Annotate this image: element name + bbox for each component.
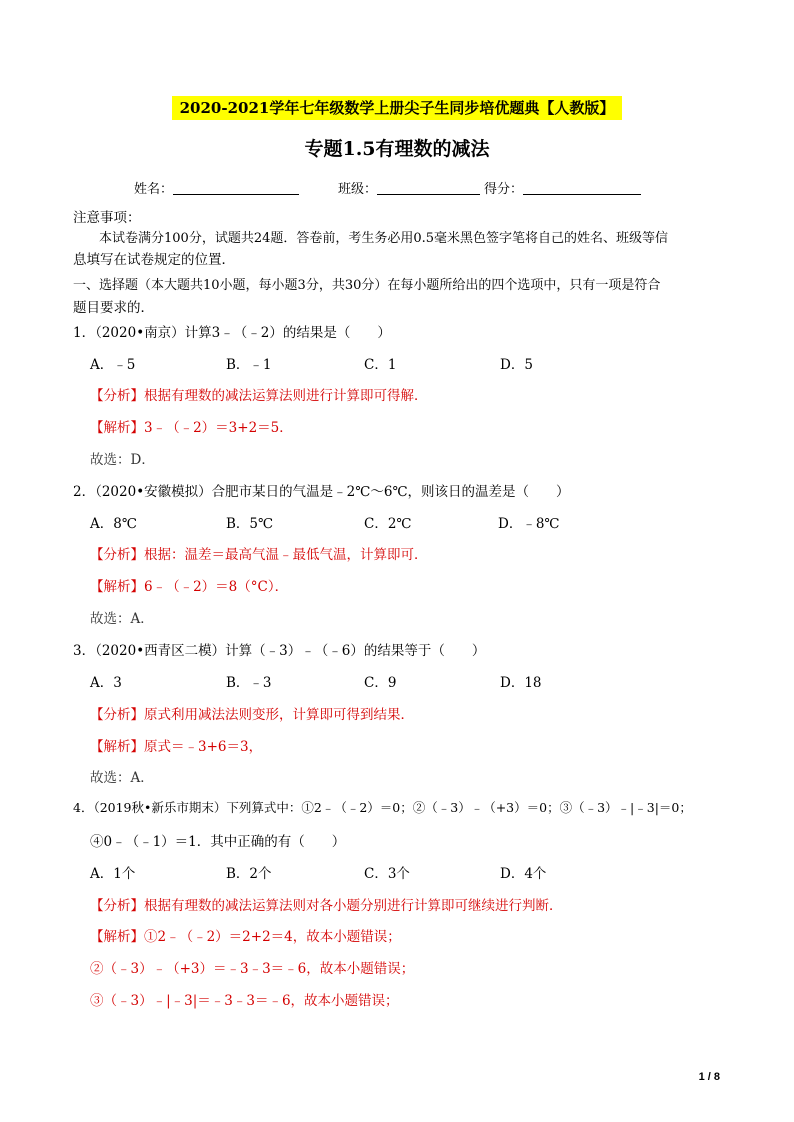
question-4-stem: 4．（2019秋•新乐市期末）下列算式中：①2﹣（﹣2）＝0；②（﹣3）﹣（+3）＝0；③（﹣3）﹣|﹣3|＝0； (73, 800, 692, 815)
question-2-solution: 【解析】6﹣（﹣2）＝8（°C）． (90, 579, 289, 595)
section-heading-line-1: 一、选择题（本大题共10小题，每小题3分，共30分）在每小题所给出的四个选项中，只有一项是符合 (73, 278, 661, 293)
question-4-stem-line-2: ④0﹣（﹣1）＝1．其中正确的有（ ） (90, 834, 346, 850)
question-3-solution: 【解析】原式＝﹣3+6＝3， (90, 739, 263, 755)
question-4-option-b[interactable]: B．2个 (226, 866, 272, 882)
question-4-solution-2: ②（﹣3）﹣（+3）＝﹣3﹣3＝﹣6，故本小题错误； (90, 961, 415, 977)
name-blank[interactable] (173, 181, 299, 195)
notes-heading: 注意事项： (73, 210, 141, 226)
student-info-row (0, 178, 794, 200)
question-2-analysis: 【分析】根据：温差＝最高气温﹣最低气温，计算即可． (90, 547, 428, 563)
question-4-analysis: 【分析】根据有理数的减法运算法则对各小题分别进行计算即可继续进行判断． (90, 898, 563, 914)
section-heading-line-2: 题目要求的． (73, 300, 154, 316)
name-field[interactable] (134, 178, 299, 197)
question-1-analysis: 【分析】根据有理数的减法运算法则进行计算即可得解． (90, 388, 428, 404)
question-2-answer: 故选：A． (90, 611, 154, 627)
question-3-stem: 3．（2020•西青区二模）计算（﹣3）﹣（﹣6）的结果等于（ ） (73, 643, 486, 659)
question-3-option-c[interactable]: C．9 (364, 675, 397, 691)
header-banner: 2020-2021学年七年级数学上册尖子生同步培优题典【人教版】 (172, 96, 622, 120)
class-blank[interactable] (377, 181, 480, 195)
question-4-option-d[interactable]: D．4个 (500, 866, 547, 882)
question-2-option-c[interactable]: C．2℃ (364, 516, 412, 532)
notes-line-2: 息填写在试卷规定的位置． (73, 252, 235, 268)
question-4-option-c[interactable]: C．3个 (364, 866, 410, 882)
page-number: 1 / 8 (698, 1071, 720, 1083)
question-3-analysis: 【分析】原式利用减法法则变形，计算即可得到结果． (90, 707, 414, 723)
question-3-option-a[interactable]: A．3 (90, 675, 122, 691)
class-label: 班级： (338, 182, 378, 197)
question-1-option-d[interactable]: D．5 (500, 357, 533, 373)
question-3-option-b[interactable]: B．﹣3 (226, 675, 272, 691)
question-1-answer: 故选：D． (90, 452, 155, 468)
question-1-option-c[interactable]: C．1 (364, 357, 397, 373)
score-field[interactable] (484, 178, 641, 197)
question-1-option-a[interactable]: A．﹣5 (90, 357, 136, 373)
score-label: 得分： (484, 182, 524, 197)
page-title: 专题1.5有理数的减法 (304, 138, 490, 160)
name-label: 姓名： (134, 182, 174, 197)
question-1-solution: 【解析】3﹣（﹣2）＝3+2＝5． (90, 420, 293, 436)
question-1-stem: 1．（2020•南京）计算3﹣（﹣2）的结果是（ ） (73, 325, 391, 341)
question-4-solution-3: ③（﹣3）﹣|﹣3|＝﹣3﹣3＝﹣6，故本小题错误； (90, 993, 399, 1009)
question-1-option-b[interactable]: B．﹣1 (226, 357, 272, 373)
notes-line-1: 本试卷满分100分，试题共24题．答卷前，考生务必用0.5毫米黑色签字笔将自己的姓名、班级等信 (99, 231, 669, 246)
question-2-option-a[interactable]: A．8℃ (90, 516, 137, 532)
question-2-option-b[interactable]: B．5℃ (226, 516, 274, 532)
question-2-option-d[interactable]: D．﹣8℃ (498, 516, 560, 532)
score-blank[interactable] (523, 181, 641, 195)
class-field[interactable] (338, 178, 480, 197)
question-2-stem: 2．（2020•安徽模拟）合肥市某日的气温是﹣2℃～6℃，则该日的温差是（ ） (73, 484, 570, 500)
question-4-option-a[interactable]: A．1个 (90, 866, 136, 882)
question-3-answer: 故选：A． (90, 770, 154, 786)
question-3-option-d[interactable]: D．18 (500, 675, 542, 691)
question-4-solution-1: 【解析】①2﹣（﹣2）＝2+2＝4，故本小题错误； (90, 929, 401, 945)
